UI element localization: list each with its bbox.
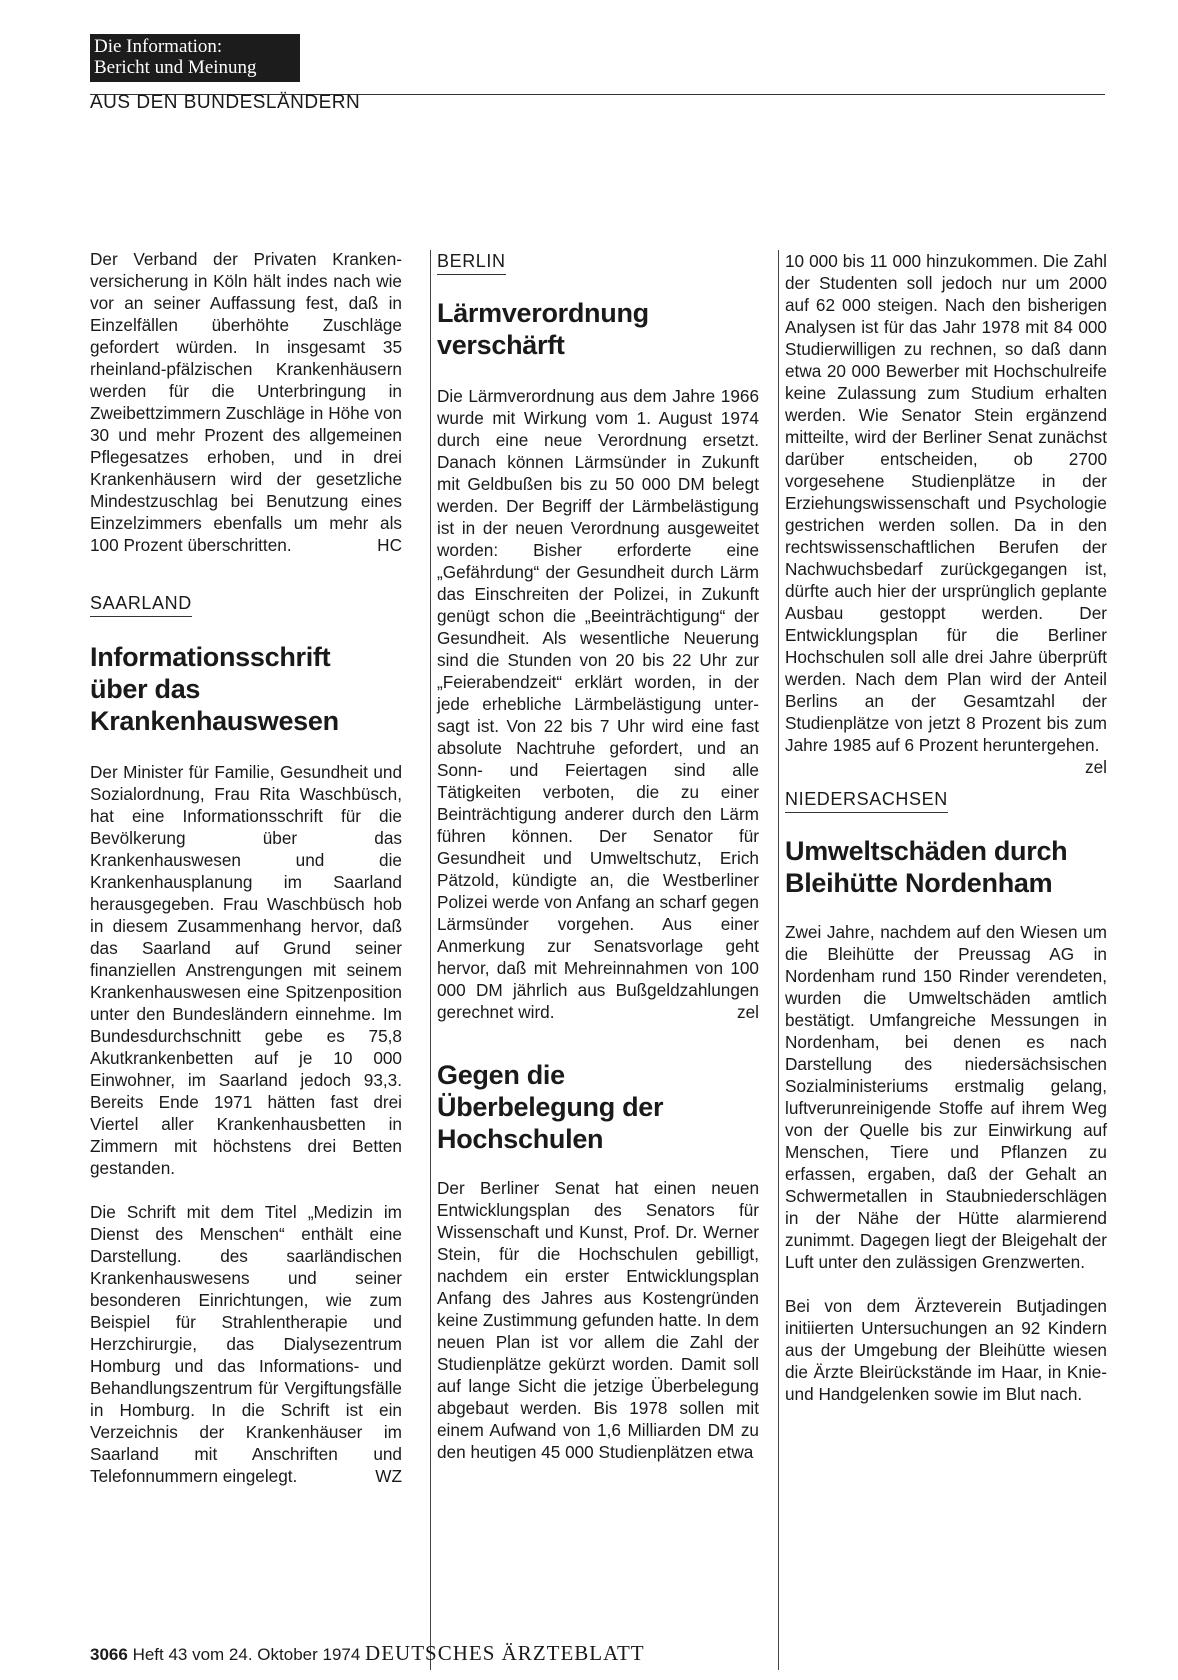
intro-text: Der Verband der Privaten Krankenversicherung in Köln hält indes nach wie vor an seiner Auffassung fest, daß in Einzelfällen überhöhte Zuschläge gefordert würden. In insgesamt 35 rheinland-pfälzischen Krankenhäusern werden für die Unterbringung in Zweibettzimmern Zuschläge in Höhe von 30 und mehr Prozent des allgemeinen Pflegesatzes erhoben, und in drei Krankenhäusern wird der gesetzliche Mindestzuschlag bei Benutzung eines Einzelzimmers ebenfalls um mehr als 100 Prozent überschritten. bbox=[90, 249, 402, 555]
section-label: AUS DEN BUNDESLÄNDERN bbox=[90, 92, 361, 113]
region-label-niedersachsen: NIEDERSACHSEN bbox=[785, 788, 948, 813]
headline-saarland: Informationsschrift über das Krankenhauswesen bbox=[90, 642, 339, 736]
column-2 bbox=[430, 250, 759, 1670]
page-number: 3066 bbox=[90, 1645, 128, 1664]
region-label-saarland: SAARLAND bbox=[90, 592, 192, 617]
article-paragraph bbox=[90, 1201, 402, 1487]
headline-hochschulen: Gegen die Überbelegung der Hochschulen bbox=[437, 1060, 664, 1154]
page-footer bbox=[90, 1641, 645, 1666]
masthead-line2: Bericht und Meinung bbox=[94, 57, 257, 78]
issue-info: Heft 43 vom 24. Oktober 1974 bbox=[132, 1645, 361, 1664]
headline-umweltschaeden: Umweltschäden durch Bleihütte Nordenham bbox=[785, 836, 1068, 898]
article-paragraph bbox=[785, 250, 1107, 777]
article-text: 10 000 bis 11 000 hinzukommen. Die Zahl der Studenten soll jedoch nur um 2000 auf 62 000 steigen. Nach den bisherigen Analysen ist für das Jahr 1978 mit 84 000 Studierwilligen zu rechnen, so daß dann etwa 20 000 Bewerber mit Hochschulreife keine Zulassung zum Studium erhalten werden. Wie Senator Stein ergänzend mitteilte, wird der Berliner Senat zunächst darüber entscheiden, ob 2700 vorgesehene Studienplätze in der Erziehungswissenschaft und Psychologie gestrichen werden sollen. Da in den rechtswissenschaftlichen Berufen der Nachwuchsbedarf zurückgegangen ist, dürfte auch hier der ursprünglich geplante Ausbau gestoppt werden. Der Entwicklungsplan für die Berliner Hochschulen soll alle drei Jahre überprüft werden. Nach dem Plan wird der Anteil Berlins an der Gesamtzahl der Studienplätze von jetzt 8 Prozent bis zum Jahre 1985 auf 6 Prozent heruntergehen. bbox=[785, 251, 1107, 755]
article-text: Die Schrift mit dem Titel „Medizin im Dienst des Menschen“ enthält eine Darstellung. des saarländischen Krankenhauswesens und seiner besonderen Einrichtungen, wie zum Beispiel für Strahlentherapie und Herzchirurgie, das Dialysezentrum Homburg und das Informations- und Behandlungszentrum für Vergiftungsfälle in Homburg. In die Schrift ist ein Verzeichnis der Krankenhäuser im Saarland mit Anschriften und Telefonnummern eingelegt. bbox=[90, 1202, 402, 1486]
intro-paragraph bbox=[90, 248, 402, 556]
author-sign: zel bbox=[1085, 757, 1107, 777]
column-1 bbox=[90, 248, 402, 1487]
masthead-box bbox=[90, 34, 300, 82]
article-paragraph: Zwei Jahre, nachdem auf den Wiesen um die Bleihütte der Preussag AG in Nordenham rund 150 Rinder verendeten, wurden die Umweltschäden amtlich bestätigt. Umfangreiche Messungen in Nordenham, bei denen es nach Darstellung des niedersächsischen Sozialministeriums erstmalig gelang, luftverunreinigende Stoffe auf ihrem Weg von der Quelle bis zur Einwirkung auf Menschen, Tiere und Pflanzen zu erfassen, ergaben, daß der Gehalt an Schwermetallen in Staubniederschlägen in der Nähe der Hütte alarmierend zunimmt. Dagegen liegt der Bleigehalt der Luft unter den zulässigen Grenzwerten. bbox=[785, 922, 1107, 1272]
headline-laermverordnung: Lärmverordnung verschärft bbox=[437, 298, 649, 360]
author-sign: zel bbox=[737, 1002, 759, 1022]
article-paragraph bbox=[437, 385, 759, 1023]
article-paragraph: Der Berliner Senat hat einen neuen Entwicklungsplan des Senators für Wissenschaft und Kunst, Prof. Dr. Werner Stein, für die Hochschulen gebilligt, nachdem ein erster Entwicklungsplan Anfang des Jahres aus Kostengründen keine Zustimmung gefunden hatte. In dem neuen Plan ist vor allem die Zahl der Studienplätze gekürzt worden. Damit soll auf lange Sicht die jetzige Überbelegung abgebaut werden. Bis 1978 sollen mit einem Aufwand von 1,6 Milliarden DM zu den heutigen 45 000 Studienplätzen etwa bbox=[437, 1178, 759, 1462]
author-sign: WZ bbox=[375, 1466, 402, 1486]
journal-name: DEUTSCHES ÄRZTEBLATT bbox=[365, 1641, 645, 1665]
article-paragraph: Der Minister für Familie, Gesundheit und Sozialordnung, Frau Rita Waschbüsch, hat eine Informationsschrift für die Bevölkerung über das Krankenhauswesen und die Krankenhausplanung im Saarland herausgegeben. Frau Waschbüsch hob in diesem Zusammenhang hervor, daß das Saarland auf Grund seiner finanziellen Anstrengungen mit seinem Krankenhauswesen eine Spitzenposition unter den Bundesländern einnehme. Im Bundesdurchschnitt gebe es 75,8 Akutkrankenbetten auf je 10 000 Einwohner, im Saarland jedoch 93,3. Bereits Ende 1971 hätten fast drei Viertel aller Krankenhausbetten in Zimmern mit höchstens drei Betten gestanden. bbox=[90, 762, 402, 1178]
article-paragraph: Bei von dem Ärzteverein Butjadingen initiierten Untersuchungen an 92 Kindern aus der Umgebung der Bleihütte wiesen die Ärzte Bleirückstände im Haar, in Knie- und Handgelenken sowie im Blut nach. bbox=[785, 1296, 1107, 1404]
column-3 bbox=[778, 250, 1107, 1670]
masthead-line1: Die Information: bbox=[94, 36, 223, 57]
author-sign: HC bbox=[377, 535, 402, 555]
region-label-berlin: BERLIN bbox=[437, 250, 506, 275]
article-text: Die Lärmverordnung aus dem Jahre 1966 wurde mit Wirkung vom 1. August 1974 durch eine neue Verordnung ersetzt. Danach können Lärmsünder in Zukunft mit Geldbußen bis zu 50 000 DM belegt werden. Der Begriff der Lärmbelästigung ist in der neuen Verordnung ausgeweitet worden: Bisher erforderte eine „Gefährdung“ der Gesundheit durch Lärm das Einschreiten der Polizei, in Zukunft genügt schon die „Beeinträchtigung“ der Gesundheit. Als wesentliche Neuerung sind die Stunden von 20 bis 22 Uhr zur „Feierabendzeit“ erklärt worden, in der jede erhebliche Lärmbelästigung untersagt ist. Von 22 bis 7 Uhr wird eine fast absolute Nachtruhe gefordert, und an Sonn- und Feiertagen sind alle Tätigkeiten verboten, die zu einer Beinträchtigung anderer durch den Lärm führen können. Der Senator für Gesundheit und Umweltschutz, Erich Pätzold, kündigte an, die Westberliner Polizei werde von Anfang an scharf gegen Lärmsünder vorgehen. Aus einer Anmerkung zur Senatsvorlage geht hervor, daß mit Mehreinnahmen von 100 000 DM jährlich aus Bußgeldzahlungen gerechnet wird. bbox=[437, 386, 759, 1022]
